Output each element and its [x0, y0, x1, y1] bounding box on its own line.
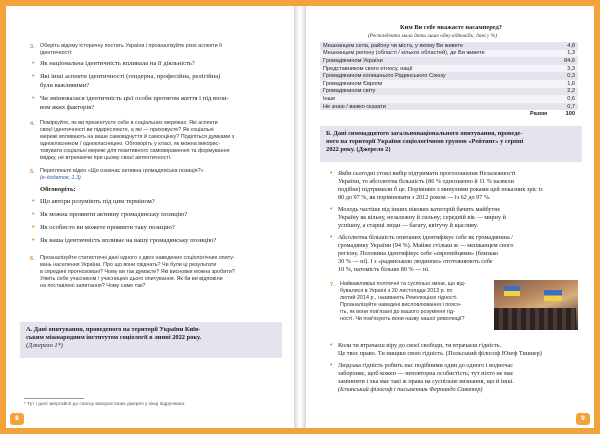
row-value: 2,2 — [550, 88, 578, 96]
source-box-a-text: ським міжнародним інститутом соціології в липні 2022 року. — [26, 334, 202, 341]
task-number: 5. — [30, 169, 35, 175]
bullet-icon: • — [32, 198, 35, 205]
quote-line: Людська гідність робить нас подібними один до одного і водночас — [338, 362, 513, 369]
footnote-rule — [24, 398, 84, 399]
question-item: вом яких факторів? — [40, 104, 95, 111]
question-item: Як особисто ви можете проявити таку позицію? — [40, 224, 175, 231]
fact-line: успішну, а старші люди — багату, квітучу й щасливу. — [338, 222, 478, 229]
task-text: бувалися в Україні з 30 листопада 2013 р. по — [340, 288, 453, 294]
row-value: 4,8 — [550, 42, 578, 50]
task-number: 6. — [30, 256, 35, 262]
fact-line: регіону. Половина ідентифікує себе «європейцями» (близько — [338, 250, 499, 257]
fact-line: 10 %, натомість більше 80 % — ні. — [338, 266, 430, 273]
task-text: Проаналізуйте статистичні дані одного з двох наведених соціологічних опиту- — [40, 255, 235, 261]
row-label: Мешканцем села, району чи міста, у якому Ви живете — [320, 42, 550, 50]
task-text: своєї ідентичності ви підкреслюєте, а які — приховуєте? Як соціальні — [40, 127, 214, 133]
question-item: Чи змінювалася ідентичність цієї особи протягом життя і під впли- — [40, 95, 229, 102]
fact-line: Україну як вільну, незалежну й сильну; середній вік — мирну й — [338, 214, 506, 221]
left-page — [6, 6, 294, 428]
quote-line: Це твоє право. Ти нищиш свою гідність. (Польський філософ Юзеф Тишнер) — [338, 350, 542, 357]
total-label: Разом — [320, 110, 550, 118]
row-label: Громадянином світу — [320, 88, 550, 96]
row-label: Не знаю / важко сказати — [320, 103, 550, 111]
task-number: 4. — [30, 121, 35, 127]
bullet-icon: • — [330, 206, 333, 213]
fact-line: громадянку України (94 %). Майже стільки ж — мешканцем свого — [338, 242, 514, 249]
page-number-left: 8 — [10, 413, 24, 425]
bullet-icon: • — [32, 95, 35, 102]
bullet-icon: • — [330, 342, 333, 349]
row-value: 0,6 — [550, 95, 578, 103]
row-value: 1,6 — [550, 80, 578, 88]
source-box-b-text: Б. Дані симмадцятого загальнонаціонального опитування, проведе- — [326, 130, 523, 137]
quote-line: (Іспанський філософ і письменник Фернандо Саватер) — [338, 386, 483, 393]
quote-line: забороняє, щоб кожен — неповторна особистість; тут ніхто не має — [338, 370, 514, 377]
row-label: Громадянином Європи — [320, 80, 550, 88]
table-row — [320, 72, 578, 80]
task-text: іміджу, не втрачаючи при цьому своєї автентичності. — [40, 155, 172, 161]
fact-line: 80 до 97 %, як порівнювати з 2012 роком — із 62 до 97 %. — [338, 194, 491, 201]
bullet-icon: • — [32, 237, 35, 244]
table-row — [320, 80, 578, 88]
fact-line: Якби сьогодні стоял вибір підтримати проголошення Незалежності — [338, 170, 516, 177]
bullet-icon: • — [32, 224, 35, 231]
task-text: Поміркуйте, як ви презентуєте себе в соціальних мережах. Які аспекти — [40, 120, 218, 126]
task-text: іть, як вони пов'язані до вашого розуміння гід- — [340, 309, 455, 315]
bullet-icon: • — [32, 60, 35, 67]
table-row — [320, 42, 578, 50]
task-text: Найважливіші політичні та суспільні зміни, що від- — [340, 281, 466, 287]
table-row — [320, 65, 578, 73]
total-value: 100 — [550, 110, 578, 118]
question-item: Які інші аспекти ідентичності (гендерна, професійна, релігійна) — [40, 73, 221, 80]
row-label: Представником свого етносу, нації — [320, 65, 550, 73]
row-label: Інше — [320, 95, 550, 103]
row-value: 3,3 — [550, 65, 578, 73]
footnote: * Тут і далі звертайся до списку використаних джерел у кінці підручника. — [24, 402, 186, 407]
table-row — [320, 57, 578, 65]
question-item: Як ваша ідентичність впливає на вашу громадянську позицію? — [40, 237, 217, 244]
bullet-icon: • — [330, 234, 333, 241]
task-text: Оберіть відому історичну постать України і проаналізуйте різні аспекти її — [40, 43, 223, 49]
fact-line: Молодь частіше від інших вікових категорій бачить майбутнє — [338, 206, 501, 213]
task-text: на поставлені запитання? Чому саме так? — [40, 283, 146, 289]
table-subtitle: (Респонденти мали дати лише одну відповідь; дані у %) — [368, 33, 498, 39]
bullet-icon: • — [32, 73, 35, 80]
e-appendix-link[interactable]: (е-додаток, 1.3). — [40, 175, 83, 181]
quote-line: Коли ти втрачаєш віру до своєї свободи, ти втрачаєш гідність. — [338, 342, 502, 349]
table-total-row — [320, 110, 578, 118]
source-box-a-text: А. Дані опитування, проведеного на території України Київ- — [26, 326, 201, 333]
row-value: 0,3 — [550, 72, 578, 80]
row-value: 1,3 — [550, 50, 578, 58]
fact-line: подібне) підтримали б це. Порівняно з минулими роками цей показник зріс із — [338, 186, 543, 193]
bullet-icon: • — [330, 170, 333, 177]
discuss-label: Обговоріть: — [40, 186, 76, 193]
task-text: ідентичності: — [40, 50, 73, 56]
fact-line: Абсолютна більшість опитаних ідентифікує себе як громадянина / — [338, 234, 513, 241]
crowd-silhouette — [494, 308, 576, 330]
task-text: однокласником / однокласницею. Обговоріть у класі, як можна викорис- — [40, 141, 221, 147]
task-text: Проаналізуйте наведені висловлювання і поясн- — [340, 302, 462, 308]
book-gutter — [294, 6, 306, 428]
row-value: 0,7 — [550, 103, 578, 111]
fact-line: 30 % — ні). І з «радянською людиною» ототожнюють себе — [338, 258, 493, 265]
question-item: Як можна проявити активну громадянську позицію? — [40, 211, 188, 218]
source-box-b-text: ного на території України соціологічною групою «Рейтинг» у серпні — [326, 138, 524, 145]
revolution-photo — [494, 280, 578, 330]
bullet-icon: • — [330, 362, 333, 369]
row-label: Громадянином України — [320, 57, 550, 65]
quote-line: заміннити і хка має такі ж права на суспільне визнання, що й інші. — [338, 378, 514, 385]
task-text: товувати соціальні мережі для позитивного самовираження та формування — [40, 148, 230, 154]
table-title: Ким Ви себе вважаєте насамперед? — [400, 24, 502, 31]
question-item: Як національна ідентичність впливала на її діяльність? — [40, 60, 195, 67]
row-label: Мешканцем регіону (області / кількох областей), де Ви живете — [320, 50, 550, 58]
task-text: Уявіть себе учасником / учасницею цього опитування. Як би ви відповіли — [40, 276, 223, 282]
flag-icon — [504, 286, 520, 296]
table-row — [320, 103, 578, 111]
flag-icon — [544, 290, 562, 301]
row-label: Громадянином колишнього Радянського Союзу — [320, 72, 550, 80]
question-item: були важливими? — [40, 82, 90, 89]
task-number: 3. — [30, 44, 35, 50]
task-text: ності. Чи пов'язують вони назву нашої революції? — [340, 316, 465, 322]
page-number-right: 9 — [576, 413, 590, 425]
task-text: Перегляньте відео «Що означає активна громадянська позиція?» — [40, 168, 204, 174]
table-row — [320, 95, 578, 103]
task-number: 7. — [330, 282, 335, 288]
question-item: Що автори розуміють під цим терміном? — [40, 198, 155, 205]
right-page — [306, 6, 594, 428]
task-text: вань населення України. Про що вони свідчать? Чи були ці результати — [40, 262, 217, 268]
fact-line: України, то абсолютна більшість (86 % однозначно й 11 % назвели — [338, 178, 514, 185]
bullet-icon: • — [32, 211, 35, 218]
table-row — [320, 88, 578, 96]
source-box-b-text: 2022 року. (Джерело 2) — [326, 146, 391, 153]
task-text: лютий 2014 р., називають Революцією гідності. — [340, 295, 458, 301]
source-box-a-text: (Джерело 1*) — [26, 342, 63, 349]
poll-table — [320, 42, 578, 118]
task-text: в середині прогнозовані? Чому ви так думаєте? Які висновки можна зробити? — [40, 269, 235, 275]
table-row — [320, 50, 578, 58]
row-value: 84,6 — [550, 57, 578, 65]
task-text: мережі впливають на ваше самовідчуття й самооцінку? Поділіться думками з — [40, 134, 235, 140]
